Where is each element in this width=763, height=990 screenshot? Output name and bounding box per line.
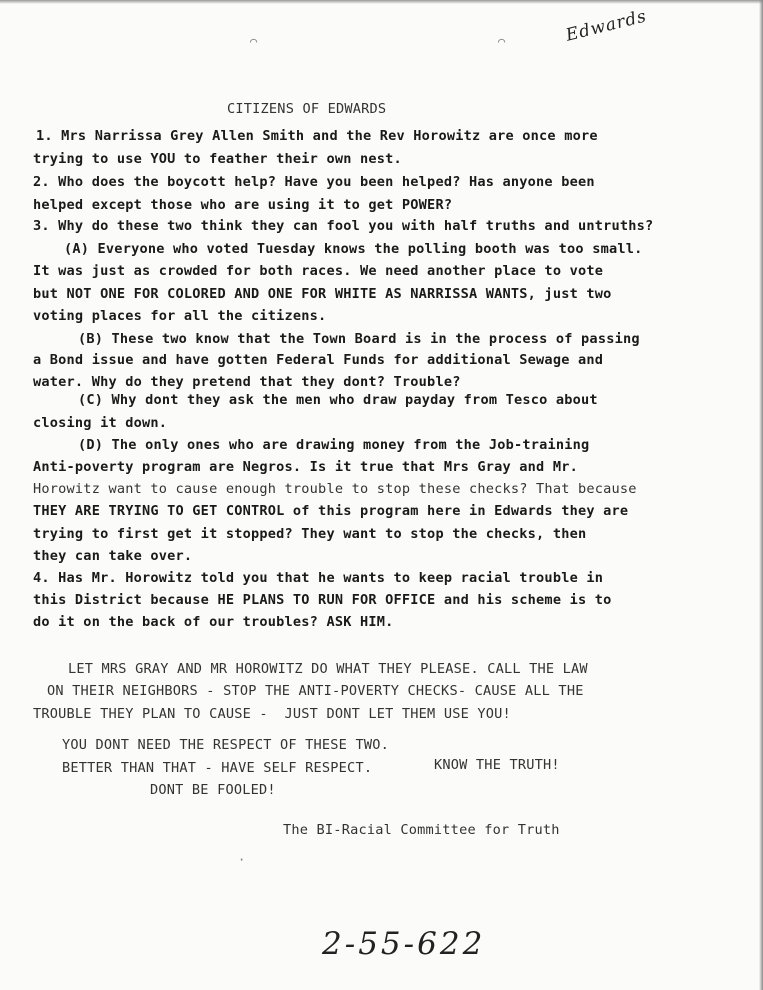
- paragraph-line-16: Anti-poverty program are Negros. Is it true that Mrs Gray and Mr.: [33, 459, 578, 475]
- punch-hole-mark: ⌒: [498, 34, 506, 48]
- paragraph-line-7: It was just as crowded for both races. We need another place to vote: [33, 263, 604, 279]
- closing-line-1: LET MRS GRAY AND MR HOROWITZ DO WHAT THEY PLEASE. CALL THE LAW: [68, 661, 588, 677]
- closing-line-2: ON THEIR NEIGHBORS - STOP THE ANTI-POVERTY CHECKS- CAUSE ALL THE: [47, 683, 584, 699]
- paragraph-line-13: (C) Why dont they ask the men who draw payday from Tesco about: [78, 392, 598, 408]
- document-title: CITIZENS OF EDWARDS: [227, 101, 387, 117]
- punch-hole-mark: ⌒: [250, 34, 258, 48]
- paragraph-line-9: voting places for all the citizens.: [33, 308, 327, 324]
- paragraph-line-2: trying to use YOU to feather their own nest.: [33, 151, 402, 167]
- paragraph-line-17: Horowitz want to cause enough trouble to stop these checks? That because: [33, 481, 637, 497]
- paragraph-line-10: (B) These two know that the Town Board is in the process of passing: [78, 331, 640, 347]
- handwritten-file-number: 2-55-622: [322, 926, 486, 962]
- closing2-line-3: KNOW THE TRUTH!: [434, 757, 560, 773]
- handwritten-annotation: Edwards: [563, 6, 649, 46]
- paragraph-line-19: trying to first get it stopped? They want to stop the checks, then: [33, 526, 587, 542]
- paragraph-line-15: (D) The only ones who are drawing money from the Job-training: [78, 437, 590, 453]
- signature-line: The BI-Racial Committee for Truth: [283, 822, 560, 838]
- paragraph-line-8: but NOT ONE FOR COLORED AND ONE FOR WHITE AS NARRISSA WANTS, just two: [33, 286, 612, 302]
- paragraph-line-22: this District because HE PLANS TO RUN FOR OFFICE and his scheme is to: [33, 592, 612, 608]
- closing2-line-2: BETTER THAN THAT - HAVE SELF RESPECT.: [62, 760, 373, 776]
- paragraph-line-11: a Bond issue and have gotten Federal Funds for additional Sewage and: [33, 352, 604, 368]
- closing2-line-4: DONT BE FOOLED!: [150, 782, 276, 798]
- stray-mark: ·: [238, 853, 246, 867]
- paragraph-line-4: helped except those who are using it to get POWER?: [33, 197, 453, 213]
- paragraph-line-23: do it on the back of our troubles? ASK HIM.: [33, 614, 394, 630]
- paragraph-line-12: water. Why do they pretend that they dont? Trouble?: [33, 374, 461, 390]
- paragraph-line-20: they can take over.: [33, 548, 193, 564]
- paragraph-line-1: 1. Mrs Narrissa Grey Allen Smith and the Rev Horowitz are once more: [36, 128, 598, 144]
- closing-line-3: TROUBLE THEY PLAN TO CAUSE - JUST DONT LET THEM USE YOU!: [33, 706, 511, 722]
- paragraph-line-21: 4. Has Mr. Horowitz told you that he wants to keep racial trouble in: [33, 570, 604, 586]
- paragraph-line-14: closing it down.: [33, 415, 168, 431]
- closing2-line-1: YOU DONT NEED THE RESPECT OF THESE TWO.: [62, 737, 389, 753]
- paragraph-line-18: THEY ARE TRYING TO GET CONTROL of this program here in Edwards they are: [33, 503, 629, 519]
- paragraph-line-6: (A) Everyone who voted Tuesday knows the polling booth was too small.: [64, 241, 643, 257]
- paragraph-line-5: 3. Why do these two think they can fool you with half truths and untruths?: [33, 218, 654, 234]
- paragraph-line-3: 2. Who does the boycott help? Have you been helped? Has anyone been: [33, 174, 595, 190]
